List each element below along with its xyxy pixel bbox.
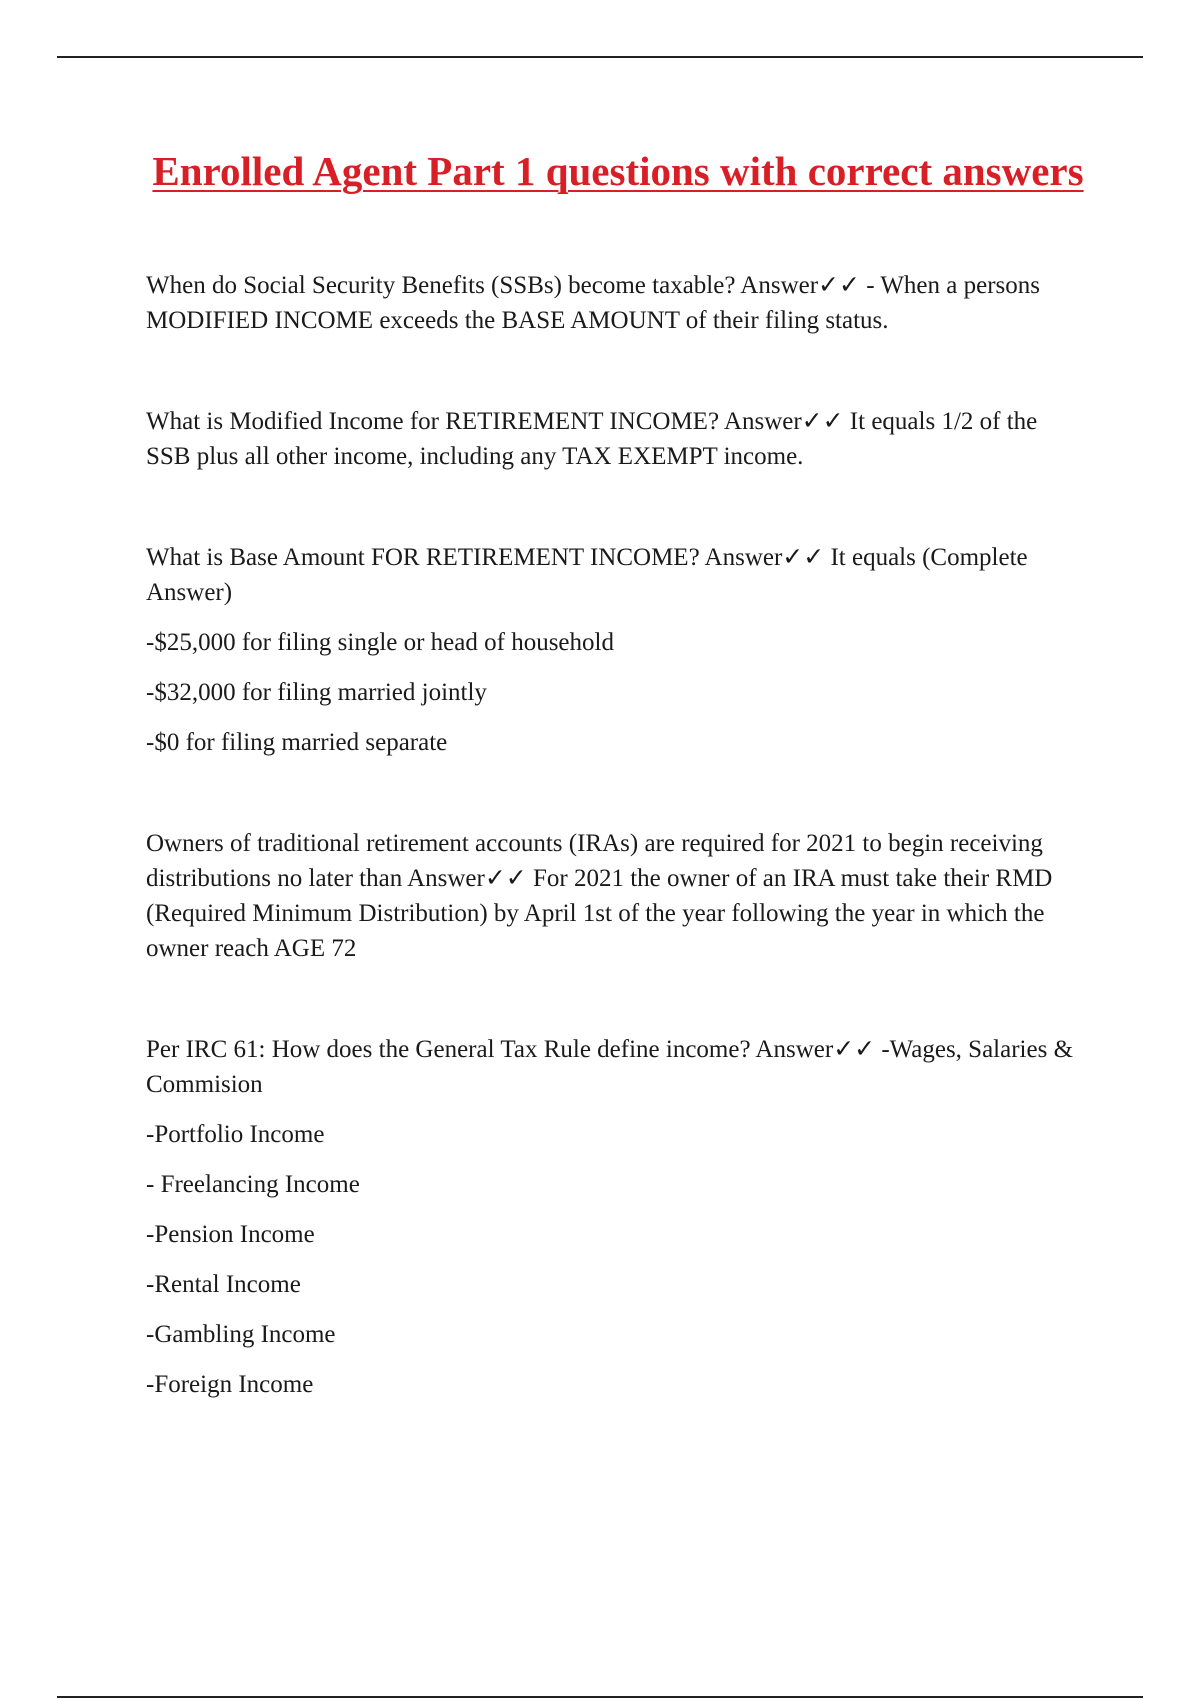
qa-text: Owners of traditional retirement accounts (IRAs) are required for 2021 to begin receiving distributions no later than Answer✓✓ For 2021 the owner of an IRA must take their RMD (Required Minimum Distribution) by April 1st of the year following the year in which the owner reach AGE 72: [146, 830, 1053, 962]
qa-item-1: [146, 268, 1086, 338]
document-body: [146, 268, 1086, 1468]
qa-item-3: [146, 540, 1086, 760]
list-item: -Gambling Income: [146, 1321, 336, 1348]
list-item: -Portfolio Income: [146, 1121, 325, 1148]
document-title: Enrolled Agent Part 1 questions with correct answers: [152, 148, 1084, 194]
qa-item-4: [146, 826, 1086, 966]
top-divider: [57, 56, 1143, 58]
qa-item-5: [146, 1032, 1086, 1402]
list-item: -Foreign Income: [146, 1371, 314, 1398]
qa-item-2: [146, 404, 1086, 474]
qa-text: What is Modified Income for RETIREMENT INCOME? Answer✓✓ It equals 1/2 of the SSB plus all other income, including any TAX EXEMPT income.: [146, 408, 1038, 470]
list-item: - Freelancing Income: [146, 1171, 360, 1198]
list-item: -Pension Income: [146, 1221, 315, 1248]
qa-text: Per IRC 61: How does the General Tax Rule define income? Answer✓✓ -Wages, Salaries & Commision: [146, 1036, 1074, 1098]
qa-text: When do Social Security Benefits (SSBs) become taxable? Answer✓✓ - When a persons MODIFIED INCOME exceeds the BASE AMOUNT of their filing status.: [146, 272, 1040, 334]
list-item: -$32,000 for filing married jointly: [146, 679, 487, 706]
list-item: -$0 for filing married separate: [146, 729, 448, 756]
qa-text: What is Base Amount FOR RETIREMENT INCOME? Answer✓✓ It equals (Complete Answer): [146, 544, 1028, 606]
bottom-divider: [57, 1696, 1143, 1698]
list-item: -$25,000 for filing single or head of household: [146, 629, 614, 656]
list-item: -Rental Income: [146, 1271, 301, 1298]
